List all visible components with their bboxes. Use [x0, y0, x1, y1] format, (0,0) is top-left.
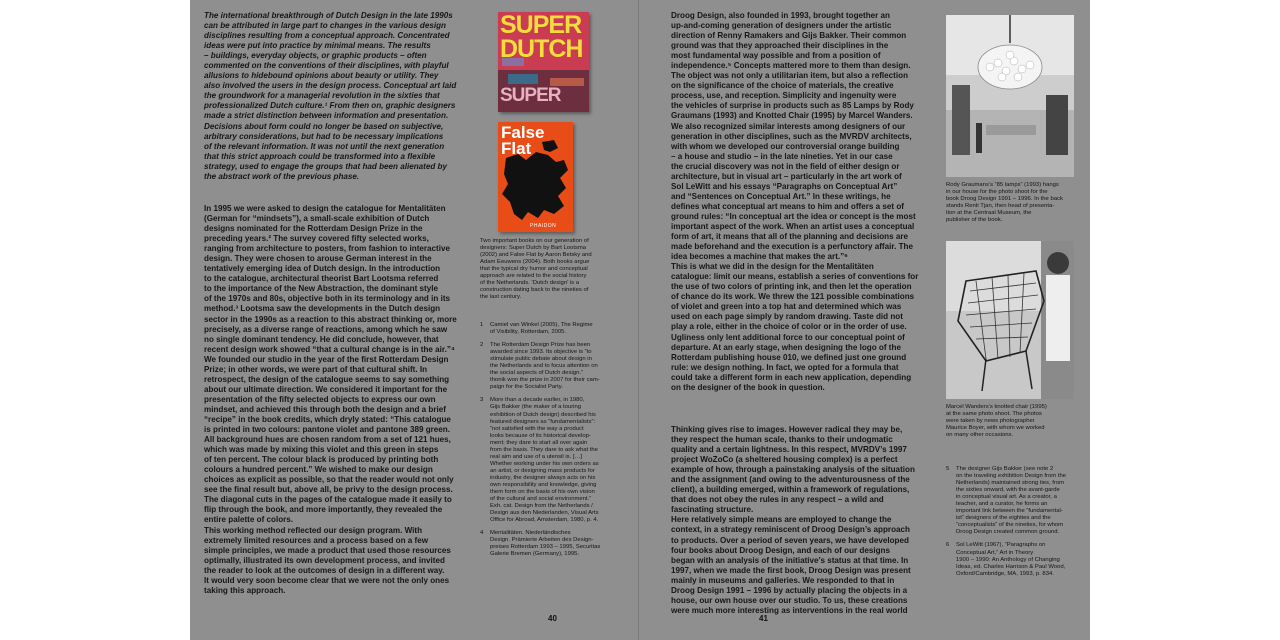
body-text-line: ranging from architecture to posters, from fashion to interactive — [204, 244, 451, 254]
body-text-line: ground rules: “In conceptual art the idea or concept is the most — [671, 211, 916, 221]
intro-line: the groundwork for a managerial revolution in the sixties that — [204, 91, 440, 101]
body-text-line: to the importance of the New Abstraction, the dominant style — [204, 284, 438, 294]
body-text-line: they respect the human scale, thanks to their undogmatic — [671, 435, 893, 445]
body-text-line: quality and a certain lightness. In this respect, MVRDV’s 1997 — [671, 445, 907, 455]
body-text-line: client), a building emerged, within a framework of regulations, — [671, 485, 910, 495]
body-text-line: fascinating structure. — [671, 505, 754, 515]
footnote-line: More than a decade earlier, in 1980, — [490, 397, 585, 404]
body-text-line: the crucial discovery was not in the field of either design or — [671, 161, 900, 171]
footnote-line: Office for Abroad, Amsterdam, 1980, p. 4. — [490, 517, 599, 524]
body-text-line: which was made by mixing this violet and this green in steps — [204, 445, 439, 455]
body-text-line: Thinking gives rise to images. However radical they may be, — [671, 425, 903, 434]
body-text-line: The diagonal cuts in the pages of the catalogue made it easily to — [204, 495, 452, 505]
body-text-line: preceding years.² The survey covered fifty selected works, — [204, 234, 429, 244]
footnote-line: featured designers as “fundamentalists”: — [490, 418, 596, 425]
main-text-right-1 — [671, 11, 941, 393]
body-text-line: extremely limited resources and a process based on a few — [204, 535, 429, 545]
body-text-line: catalogue: limit our means, establish a series of conventions for — [671, 272, 919, 282]
knotted-chair-image — [946, 241, 1074, 399]
body-text-line: choices as explicit as possible, so that the reader would not only — [204, 475, 454, 485]
footnote-line: an artist, or designing mass products for — [490, 467, 595, 474]
body-text-line: form of art, it means that all of the planning and decisions are — [671, 232, 909, 242]
footnote-line: of Visibility, Rotterdam, 2005. — [490, 329, 567, 336]
body-text-line: project WoZoCo (a sheltered housing complex) is a perfect — [671, 455, 898, 465]
footnote-line: real aim and use of a utensil is. […] — [490, 453, 583, 460]
footnote-line: Gijs Bakker (the maker of a touring — [490, 404, 582, 411]
body-text-line: optimally, illustrated its own development process, and invited — [204, 555, 445, 565]
body-text-line: house, our own house over our studio. To us, these creations — [671, 595, 908, 605]
caption-line: (2002) and False Flat by Aaron Betsky and — [480, 252, 592, 259]
body-text-line: sector in the 1990s as a reaction to this abstract thinking or, more — [204, 314, 457, 324]
caption-line: in our house for the photo shoot for the — [946, 189, 1048, 196]
body-text-line: made beforehand and the execution is a perfunctory affair. The — [671, 242, 913, 252]
body-text-line: Prize; in other words, we were part of that cultural shift. In — [204, 364, 428, 374]
body-text-line: presentation of the fifty selected objects to express our own — [204, 394, 436, 404]
footnote-number: 6 — [946, 542, 950, 549]
body-text-line: and the assignment (and owing to the adventurousness of the — [671, 475, 910, 485]
body-text-line: Graumans (1993) and Knotted Chair (1995) by Marcel Wanders. — [671, 111, 913, 121]
body-text-line: ground was that they approached their disciplines in the — [671, 41, 889, 51]
super-dutch-cover — [498, 12, 589, 112]
footnote-line: Whether working under his own orders as — [490, 460, 599, 467]
false-flat-cover — [498, 122, 573, 232]
body-text-line: This working method reflected our design program. With — [204, 525, 423, 535]
caption-line: at the same photo shoot. The photos — [946, 411, 1042, 418]
body-text-line: We also recognized similar interests among designers of our — [671, 121, 906, 131]
body-text-line: rule: we design nothing. In fact, we opted for a formula that — [671, 362, 899, 372]
intro-line: professionalized Dutch culture.¹ From then on, graphic designers — [204, 101, 456, 111]
footnote — [480, 530, 630, 558]
body-text-line: direction of Renny Ramakers and Gijs Bakker. Their common — [671, 31, 907, 41]
intro-line: the abstract work of the previous phase. — [204, 171, 360, 181]
page-number-right: 41 — [759, 614, 768, 623]
body-text-line: simple principles, we made a product that used those resources — [204, 545, 451, 555]
footnote-line: on the traveling exhibition Design from the — [956, 473, 1067, 480]
body-text-line: the vehicles of surprise in products such as 85 Lamps by Rody — [671, 101, 914, 111]
body-text-line: with whom we developed our controversial orange building — [671, 141, 900, 151]
body-text-line: architecture, but in visual art – particularly in the art work of — [671, 171, 902, 181]
main-text-right-2 — [671, 425, 941, 616]
body-text-line: context, in a strategy reminiscent of Droog Design’s approach — [671, 525, 910, 535]
body-text-line: mainly in museums and galleries. We responded to that in — [671, 575, 895, 585]
body-text-line: This is what we did in the design for the Mentalitäten — [671, 262, 874, 272]
body-text-line: precisely, as a diverse range of reactions, among which he saw — [204, 324, 448, 334]
chair-caption — [946, 404, 1084, 439]
caption-line: Two important books on our generation of — [480, 238, 589, 244]
footnote — [480, 342, 630, 391]
covers-caption — [480, 238, 630, 301]
body-text-line: Here relatively simple means are employed to change the — [671, 515, 892, 525]
intro-line: also involved the users in the design process. Conceptual art laid — [204, 81, 457, 91]
body-text-line: taking this approach. — [204, 585, 286, 595]
book-spread — [190, 0, 1090, 640]
body-text-line: of the 1970s and 80s, objective both in its terminology and in its — [204, 294, 451, 304]
body-text-line: The object was not only a utilitarian item, but also a reflection — [671, 71, 909, 81]
caption-line: construction dating back to the nineties of — [480, 287, 589, 294]
body-text-line: We founded our studio in the year of the first Rotterdam Design — [204, 354, 449, 364]
body-text-line: on the designer of the book in question. — [671, 382, 825, 392]
footnote-line: in conceptual visual art. As a creator, a — [956, 494, 1057, 501]
footnote-line: Design aus den Niederlanden, Visual Arts — [490, 510, 599, 517]
footnote-line: preises Rotterdam 1993 – 1995, Securitas — [490, 544, 601, 551]
body-text-line: mindset, and achieved this through both the design and a brief — [204, 404, 446, 414]
footnote — [946, 542, 1084, 577]
footnote-line: Design. Prämierte Arbeiten des Design- — [490, 537, 594, 544]
body-text-line: recent design work showed “that a cultural change is in the air.”⁴ — [204, 344, 455, 354]
lamp-caption — [946, 182, 1084, 224]
body-text-line: departure. At an early stage, when designing the logo of the — [671, 342, 901, 352]
right-page — [639, 0, 1090, 640]
caption-line: stands Renti Tjan, then head of presenta- — [946, 203, 1055, 210]
body-text-line: most fundamental way possible and from a position of — [671, 51, 881, 61]
caption-line: were taken by news photographer — [946, 418, 1035, 425]
cover2-title-line2: Flat — [501, 139, 532, 158]
body-text-line: the use of two colors of printing ink, and then let the operation — [671, 282, 912, 292]
body-text-line: “recipe” in the book credits, which dryly stated: “This catalogue — [204, 414, 451, 424]
body-text-line: no single dominant tendency. He did conclude, however, that — [204, 334, 439, 344]
footnote-number: 1 — [480, 322, 484, 328]
footnote-line: The designer Gijs Bakker (see note 2 — [956, 466, 1054, 472]
caption-line: Marcel Wanders’s knotted chair (1995) — [946, 404, 1047, 410]
caption-line: that the typical dry humor and conceptual — [480, 266, 588, 273]
main-text-left — [204, 204, 490, 596]
footnote-line: “conceptualists” of the nineties, for whom — [956, 522, 1064, 529]
footnote-line: the sixties onward, with the avant-garde — [956, 487, 1060, 494]
body-text-line: about our ultimate direction. We considered it important for the — [204, 384, 448, 394]
intro-line: of the relevant information. It was not until the next generation — [204, 141, 445, 151]
body-text-line: Droog Design 1991 – 1996 by actually placing the objects in a — [671, 585, 908, 595]
caption-line: of the Netherlands. ‘Dutch design’ is a — [480, 280, 579, 287]
body-text-line: to products. Over a period of seven years, we have developed — [671, 535, 909, 545]
body-text-line: defines what conceptual art means to him and offers a set of — [671, 201, 904, 211]
footnote-number: 3 — [480, 397, 484, 404]
footnote-line: looks because of its historical develop- — [490, 432, 591, 439]
footnote-line: thonik won the prize in 2007 for their cam- — [490, 377, 600, 384]
footnote-line: ist” designers of the eighties and the — [956, 515, 1051, 522]
page-number-left: 40 — [548, 614, 557, 623]
intro-line: made a strict distinction between information and presentation. — [204, 111, 449, 121]
footnote-line: Conceptual Art,” Art in Theory — [956, 549, 1034, 556]
intro-line: can be attributed in large part to changes in the various design — [204, 21, 446, 31]
footnote-line: “not satisfied with the way a product — [490, 425, 584, 432]
intro-line: ideas were put into practice by minimal means. The results — [204, 41, 431, 51]
footnote-line: exhibition of Dutch design) described his — [490, 411, 596, 418]
intro-text — [204, 11, 490, 182]
body-text-line: the reader to look at the outcomes of design in a different way. — [204, 565, 445, 575]
cover2-publisher: PHAIDON — [530, 223, 557, 229]
footnote-line: teacher, and a curator, he forms an — [956, 501, 1048, 508]
footnotes-left — [480, 322, 630, 564]
body-text-line: see the final result but, above all, be privy to the design process. — [204, 485, 453, 495]
body-text-line: of ten percent. The colour black is produced by printing both — [204, 455, 439, 465]
intro-line: strategy, used to engage the groups that had been alienated by — [204, 161, 448, 171]
caption-line: designers: Super Dutch by Bart Lootsma — [480, 245, 587, 252]
footnote-number: 2 — [480, 342, 484, 349]
body-text-line: Sol LeWitt and his essays “Paragraphs on Conceptual Art” — [671, 181, 898, 191]
intro-line: disciplines resulting from a conceptual approach. Concentrated — [204, 31, 450, 41]
footnote-line: ment; they dare to start all over again — [490, 439, 588, 446]
footnote-line: the Netherlands and to focus attention on — [490, 363, 598, 370]
body-text-line: process, use, and reception. Simplicity and ingenuity were — [671, 91, 897, 101]
body-text-line: independence.⁵ Concepts mattered more to them than design. — [671, 61, 911, 71]
body-text-line: designs nominated for the Rotterdam Design Prize in the — [204, 224, 423, 234]
footnote-line: the social aspects of Dutch design.” — [490, 370, 583, 377]
footnote-line: of the cultural and social environment.” — [490, 496, 592, 503]
footnote-line: Exh. cat. Design from the Netherlands / — [490, 503, 593, 510]
intro-line: Decisions about form could no longer be based on subjective, — [204, 121, 444, 131]
footnote-line: stimulate public debate about design in — [490, 356, 592, 363]
cover-title-line3: SUPER — [500, 85, 561, 106]
body-text-line: Ugliness only lent additional force to our conceptual point of — [671, 332, 905, 342]
footnote-line: Droog Design created common ground. — [956, 529, 1060, 536]
caption-line: book Droog Design 1991 – 1996. In the back — [946, 196, 1063, 203]
caption-line: publisher of the book. — [946, 217, 1003, 224]
footnote-line: from the basis. They dare to ask what the — [490, 446, 598, 453]
footnote — [946, 466, 1084, 536]
body-text-line: 1997, when we made the first book, Droog Design was present — [671, 565, 911, 575]
intro-line: arbitrary considerations, but had to be necessary implications — [204, 131, 444, 141]
body-text-line: It would very soon become clear that we were not the only ones — [204, 575, 450, 585]
body-text-line: used on each page simply by random drawing. Taste did not — [671, 312, 903, 322]
body-text-line: and “Sentences on Conceptual Art.” In these writings, he — [671, 191, 891, 201]
footnote-line: Netherlands) maintained strong ties, from — [956, 480, 1065, 487]
body-text-line: began with an analysis of the initiative’s status at that time. In — [671, 555, 909, 565]
body-text-line: up-and-coming generation of designers under the artistic — [671, 21, 892, 31]
caption-line: on many other occasions. — [946, 432, 1014, 439]
body-text-line: design. They were chosen to arouse German interest in the — [204, 254, 432, 264]
intro-line: that this strict approach could be transformed into a flexible — [204, 151, 436, 161]
footnote — [480, 322, 630, 336]
cover-title-line2: DUTCH — [500, 35, 583, 63]
footnote-line: industry, the designer always acts on his — [490, 474, 596, 481]
body-text-line: of violet and green into a top hat and determined which was — [671, 302, 902, 312]
footnote-line: Sol LeWitt (1967), “Paragraphs on — [956, 542, 1046, 549]
body-text-line: idea becomes a machine that makes the art.”⁶ — [671, 252, 848, 262]
body-text-line: All background hues are chosen random from a set of 121 hues, — [204, 435, 451, 445]
caption-line: Maurice Boyer, with whom we worked — [946, 425, 1045, 432]
left-page — [190, 0, 638, 640]
caption-line: approach are related to the social history — [480, 273, 587, 280]
footnotes-right — [946, 466, 1084, 584]
footnote-number: 4 — [480, 530, 484, 537]
chandelier-room-image — [946, 15, 1074, 177]
body-text-line: important aspect of the work. When an artist uses a conceptual — [671, 221, 915, 231]
body-text-line: – a house and studio – in the late nineties. Yet in our case — [671, 151, 893, 161]
cover2-title — [501, 125, 544, 157]
footnote-line: Galerie Bremen (Germany), 1995. — [490, 551, 580, 558]
footnote-line: own responsibility and knowledge, giving — [490, 481, 597, 488]
caption-line: Rody Graumans’s “85 lamps” (1993) hangs — [946, 182, 1059, 188]
body-text-line: could take a different form in each new application, depending — [671, 372, 912, 382]
body-text-line: colours a hundred percent.” We wished to make our design — [204, 465, 433, 475]
footnote-line: Mentalitäten. Niederländisches — [490, 530, 571, 537]
footnote-line: them form on the basis of his own vision — [490, 489, 595, 496]
body-text-line: on the significance of the choice of materials, the creative — [671, 81, 894, 91]
footnote-line: awarded since 1993. Its objective is “to — [490, 349, 592, 356]
body-text-line: four books about Droog Design, and each of our designs — [671, 545, 890, 555]
footnote — [480, 397, 630, 524]
body-text-line: generation in other disciplines, such as the MVRDV architects, — [671, 131, 912, 141]
body-text-line: that does not obey the rules in any respect – a wild and — [671, 495, 884, 505]
caption-line: tion at the Centraal Museum, the — [946, 210, 1032, 217]
cover2-title-line1: False — [501, 123, 545, 142]
body-text-line: to the catalogue, architectural theorist Bart Lootsma referred — [204, 274, 439, 284]
intro-line: allusions to hidebound opinions about beauty or utility. They — [204, 71, 439, 81]
footnote-line: important link between the “fundamental- — [956, 508, 1063, 515]
lamp-photo — [946, 15, 1074, 177]
body-text-line: play a role, either in the choice of color or in the order of use. — [671, 322, 907, 332]
body-text-line: In 1995 we were asked to design the catalogue for Mentalitäten — [204, 204, 446, 213]
body-text-line: example of how, through a painstaking analysis of the situation — [671, 465, 915, 475]
body-text-line: entire palette of colors. — [204, 515, 294, 525]
caption-line: the last century. — [480, 294, 522, 301]
body-text-line: Rotterdam publishing house 010, we defined just one ground — [671, 352, 907, 362]
footnote-line: The Rotterdam Design Prize has been — [490, 342, 591, 349]
body-text-line: tentatively emerging idea of Dutch design. In the introduction — [204, 264, 441, 274]
body-text-line: (German for “mindsets”), a small-scale exhibition of Dutch — [204, 214, 430, 224]
intro-line: – buildings, everyday objects, or graphic products – often — [204, 51, 427, 61]
footnote-number: 5 — [946, 466, 950, 472]
body-text-line: Droog Design, also founded in 1993, brought together an — [671, 11, 890, 20]
chair-photo — [946, 241, 1074, 399]
body-text-line: were much more interesting as interventions in the real world — [671, 605, 908, 615]
intro-line: commented on the conventions of their disciplines, with playful — [204, 61, 449, 71]
body-text-line: of chance do its work. We threw the 121 possible combinations — [671, 292, 915, 302]
body-text-line: method.³ Lootsma saw the developments in the Dutch design — [204, 304, 441, 314]
caption-line: Adam Eeuwens (2004). Both books argue — [480, 259, 590, 266]
footnote-line: Camiel van Winkel (2005), The Regime — [490, 322, 593, 328]
footnote-line: paign for the Socialist Party. — [490, 384, 563, 391]
footnote-line: Oxford/Cambridge, MA, 1993, p. 834. — [956, 570, 1054, 577]
body-text-line: retrospect, the design of the catalogue seems to say something — [204, 374, 450, 384]
footnote-line: Ideas, ed. Charles Harrison & Paul Wood, — [956, 563, 1066, 570]
cover-title-line1: SUPER — [500, 12, 582, 39]
body-text-line: flip through the book, and more importantly, they revealed the — [204, 505, 443, 515]
body-text-line: is printed in two colours: pantone violet and pantone 389 green. — [204, 425, 450, 435]
intro-line: The international breakthrough of Dutch Design in the late 1990s — [204, 11, 453, 20]
footnote-line: 1900 – 1990: An Anthology of Changing — [956, 556, 1060, 563]
